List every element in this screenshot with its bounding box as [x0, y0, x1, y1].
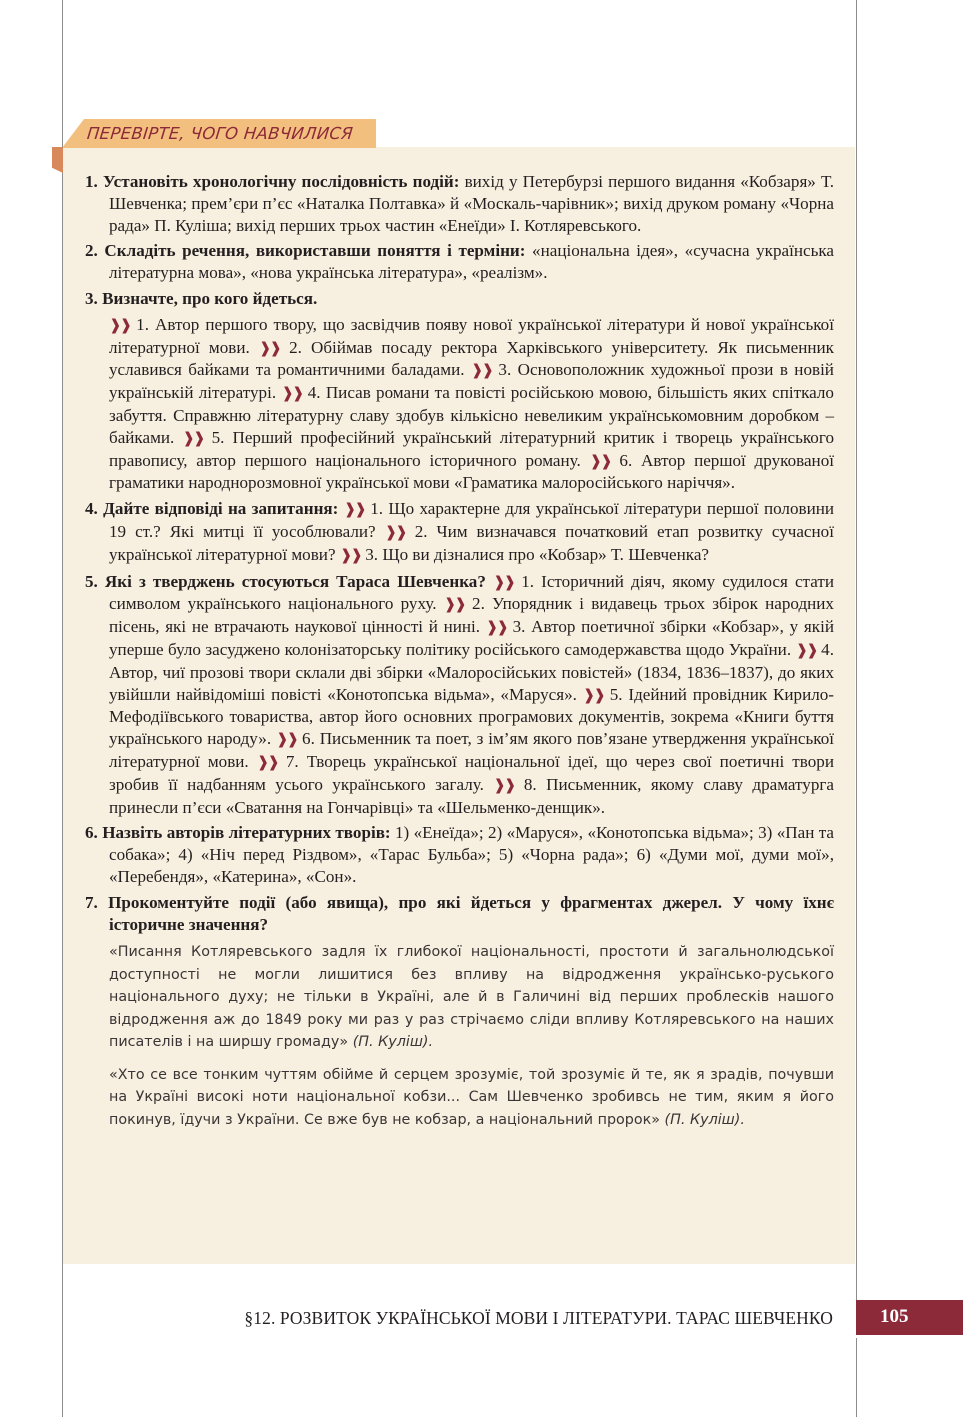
list-item: 1. Історичний діяч, якому судилося стати символом українського національного руху. [109, 571, 834, 614]
quote-text: «Писання Котляревського задля їх глибокої національності, простоти й загальнолюдської доступності не могли лишитися без впливу на відродження українсько-руського національного духу; не тільки в Україні, але й в Галичині від перших проблесків нашого відродження аж до 1849 року ми раз у раз стрічаємо сліди впливу Котляревського на наших писателів і на ширшу громаду» [109, 944, 834, 1051]
question-prompt: Визначте, про кого йдеться. [102, 288, 318, 308]
question-2 [85, 240, 834, 284]
source-quote-1 [109, 941, 834, 1054]
question-7 [85, 892, 834, 936]
arrow-icon: ❱❱ [589, 451, 611, 470]
question-5 [85, 571, 834, 819]
question-num: 1. [85, 172, 98, 191]
arrow-icon: ❱❱ [258, 338, 280, 357]
arrow-icon: ❱❱ [182, 428, 204, 447]
question-num: 6. [85, 823, 98, 843]
arrow-icon: ❱❱ [492, 572, 515, 591]
arrow-icon: ❱❱ [275, 730, 298, 749]
question-num: 7. [85, 892, 98, 912]
question-3-items [109, 314, 834, 494]
list-item: 3. Що ви дізналися про «Кобзар» Т. Шевченка? [365, 544, 710, 564]
question-prompt: Назвіть авторів літературних творів: [102, 823, 391, 843]
arrow-icon: ❱❱ [281, 384, 303, 403]
question-text: 1) «Енеїда»; 2) «Маруся», «Конотопська відьма»; 3) «Пан та собака»; 4) «Ніч перед Різдвом», «Тарас Бульба»; 5) «Чорна рада»; 6) «Думи мої, думи мої», «Перебендя», «Катерина», «Сон». [109, 823, 834, 886]
arrow-icon: ❱❱ [109, 315, 131, 334]
section-tab-fold [52, 147, 63, 173]
running-title: §12. РОЗВИТОК УКРАЇНСЬКОЇ МОВИ І ЛІТЕРАТУРИ. ТАРАС ШЕВЧЕНКО [244, 1308, 833, 1328]
quote-source: (П. Куліш). [664, 1111, 745, 1128]
arrow-icon: ❱❱ [256, 752, 278, 771]
right-margin-rule [856, 0, 857, 1300]
arrow-icon: ❱❱ [795, 640, 817, 659]
arrow-icon: ❱❱ [384, 522, 406, 541]
question-6 [85, 822, 834, 887]
list-item: 2. Чим визначався початковий етап розвитку сучасної української літературної мови? [109, 521, 834, 564]
arrow-icon: ❱❱ [443, 595, 465, 614]
question-prompt: Прокоментуйте події (або явища), про які йдеться у фрагментах джерел. У чому їхнє історичне значення? [108, 892, 834, 934]
right-margin-rule-lower [856, 1338, 857, 1417]
list-item: 3. Автор поетичної збірки «Кобзар», у якій уперше було засуджено колонізаторську політику російського самодержавства щодо України. [109, 617, 834, 659]
question-4 [85, 498, 834, 566]
list-item: 5. Ідейний провідник Кирило-Мефодіївського товариства, автор його основних програмових документів, зокрема «Книги буття українського народу». [109, 684, 834, 749]
questions-list [85, 171, 834, 1141]
question-text: «національна ідея», «сучасна українська літературна мова», «нова українська література», «реалізм». [109, 241, 834, 283]
source-quote-2 [109, 1064, 834, 1132]
list-item: 4. Автор, чиї прозові твори склали дві збірки «Малоросійських повістей» (1834, 1836–1837), до яких увійшли найвідоміші повісті «Конотопська відьма», «Маруся». [109, 639, 834, 704]
list-item: 1. Автор першого твору, що засвідчив появу нової української літератури й нової української літературної мови. [109, 314, 834, 357]
arrow-icon: ❱❱ [470, 361, 493, 380]
quote-text: «Хто се все тонким чуттям обійме й серцем зрозуміє, той зрозуміє й те, як я зрадів, почувши на Україні високі ноти національної кобзи... Сам Шевченко зробивсь не тим, яким я його покинув, їдучи з України. Се вже був не кобзар, а національний пророк» [109, 1066, 834, 1128]
section-title: ПЕРЕВІРТЕ, ЧОГО НАВЧИЛИСЯ [86, 124, 355, 143]
arrow-icon: ❱❱ [343, 500, 365, 519]
arrow-icon: ❱❱ [493, 775, 515, 794]
page-number: 105 [856, 1300, 963, 1335]
list-item: 6. Автор першої друкованої граматики народнорозмовної української мови «Граматика малоросійського наріччя». [109, 450, 834, 493]
question-prompt: Складіть речення, використавши поняття і терміни: [104, 241, 526, 261]
list-item: 5. Перший професійний український літературний критик і творець українського правопису, автор першого національного історичного роману. [109, 427, 834, 470]
question-num: 2. [85, 241, 98, 261]
question-num: 3. [85, 288, 98, 308]
question-prompt: Установіть хронологічну послідовність подій: [102, 172, 460, 191]
question-1 [85, 171, 834, 236]
question-num: 4. [85, 499, 98, 519]
list-item: 3. Основоположник художньої прози в новій українській літературі. [109, 360, 834, 403]
arrow-icon: ❱❱ [582, 685, 604, 704]
list-item: 1. Що характерне для української літератури першої половини 19 ст.? Які митці її уособлювали? [109, 499, 835, 541]
question-num: 5. [85, 571, 98, 591]
arrow-icon: ❱❱ [485, 618, 507, 637]
question-text: вихід у Петербурзі першого видання «Кобзаря» Т. Шевченка; прем’єри п’єс «Наталка Полтавка» й «Москаль-чарівник»; вихід друком роману «Чорна рада» П. Куліша; вихід перших трьох частин «Енеїди» І. Котляревського. [109, 172, 834, 235]
question-3 [85, 288, 834, 310]
list-item: 4. Писав романи та повісті російською мовою, більшість яких спіткало забуття. Справжню літературну славу здобув кількісно невеликим українськомовним доробком – байками. [109, 383, 834, 447]
question-prompt: Які з тверджень стосуються Тараса Шевченка? [104, 571, 486, 591]
quote-source: (П. Куліш). [352, 1034, 434, 1051]
list-item: 2. Упорядник і видавець трьох збірок народних пісень, які не втрачають наукової цінності й нині. [109, 594, 834, 637]
list-item: 7. Творець української національної ідеї, що через свої поетичні твори зробив її надбанням усього українського загалу. [109, 751, 834, 794]
list-item: 8. Письменник, якому славу драматурга принесли п’єси «Сватання на Гончарівці» та «Шельменко-денщик». [109, 774, 834, 817]
arrow-icon: ❱❱ [339, 545, 361, 564]
question-prompt: Дайте відповіді на запитання: [103, 499, 339, 519]
list-item: 6. Письменник та поет, з ім’ям якого пов’язане утвердження української літературної мови. [109, 729, 834, 771]
list-item: 2. Обіймав посаду ректора Харківського університету. Як письменник уславився байками та романтичними баладами. [109, 337, 834, 380]
